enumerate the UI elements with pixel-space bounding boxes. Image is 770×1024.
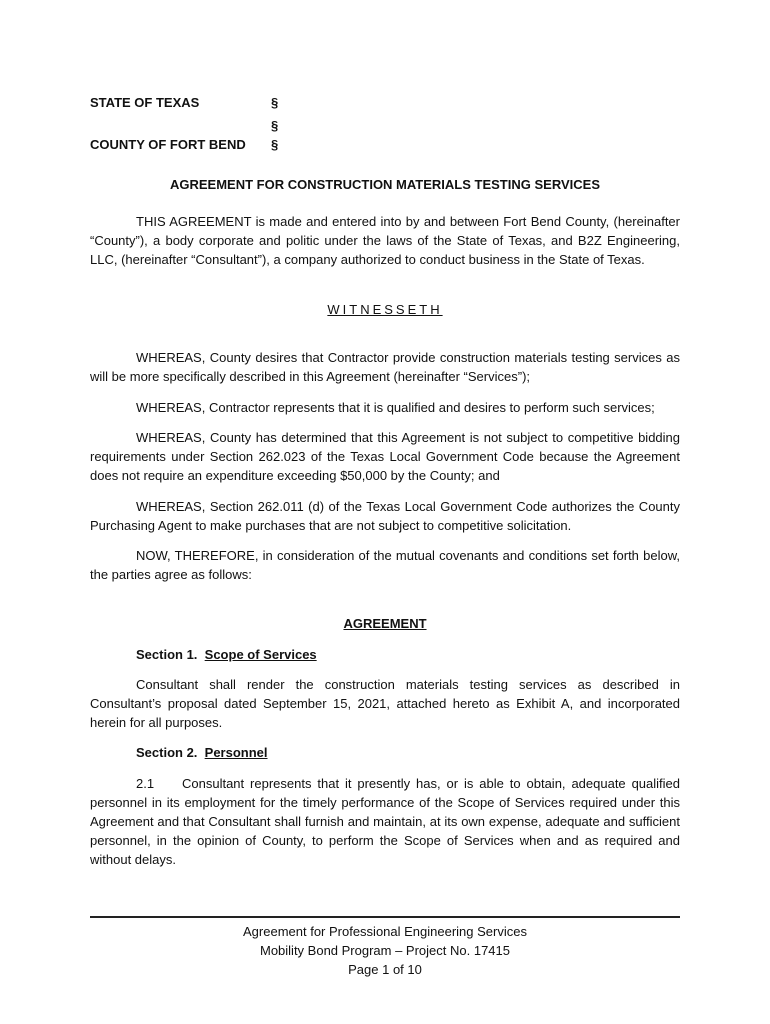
footer-rule xyxy=(90,916,680,918)
section-1-text: Consultant shall render the construction materials testing services as described in Consultant’s proposal dated September 15, 2021, attached hereto as Exhibit A, and incorporated herein for all purposes. xyxy=(90,677,680,730)
whereas-paragraph: WHEREAS, County desires that Contractor provide construction materials testing services as will be more specifically described in this Agreement (hereinafter “Services”); xyxy=(90,350,680,384)
section-2-heading xyxy=(136,743,268,762)
section-2-prefix: Section 2. xyxy=(136,745,198,760)
section-1-heading xyxy=(136,645,317,664)
county-label: COUNTY OF FORT BEND xyxy=(90,137,246,152)
section-symbol: § xyxy=(271,137,279,152)
now-therefore-paragraph: NOW, THEREFORE, in consideration of the mutual covenants and conditions set forth below, the parties agree as follows: xyxy=(90,548,680,582)
agreement-heading xyxy=(90,614,680,633)
whereas-paragraph: WHEREAS, Section 262.011 (d) of the Texas Local Government Code authorizes the County Purchasing Agent to make purchases that are not subject to competitive solicitation. xyxy=(90,499,680,533)
footer-project: Mobility Bond Program – Project No. 17415 xyxy=(259,943,510,958)
section-1-prefix: Section 1. xyxy=(136,647,198,662)
whereas-paragraph: WHEREAS, County has determined that this Agreement is not subject to competitive bidding requirements under Section 262.023 of the Texas Local Government Code because the Agreement does not require an expenditure exceeding $50,000 by the County; and xyxy=(90,430,680,483)
intro-paragraph: THIS AGREEMENT is made and entered into by and between Fort Bend County, (hereinafter “County”), a body corporate and politic under the laws of the State of Texas, and B2Z Engineering, LLC, (hereinafter “Consultant”), a company authorized to conduct business in the State of Texas. xyxy=(90,214,680,267)
document-page xyxy=(90,0,680,1024)
whereas-paragraph: WHEREAS, Contractor represents that it is qualified and desires to perform such services; xyxy=(136,400,655,415)
section-1-title: Scope of Services xyxy=(204,647,317,662)
witnesseth-text: WITNESSETH xyxy=(327,302,443,317)
footer-title: Agreement for Professional Engineering Services xyxy=(243,924,527,939)
section-symbol: § xyxy=(271,95,279,110)
item-text: Consultant represents that it presently has, or is able to obtain, adequate qualified personnel in its employment for the timely performance of the Scope of Services required under this Agreement and that Consultant shall furnish and maintain, at its own expense, adequate and sufficient personnel, in the opinion of County, to perform the Scope of Services when and as required and without delays. xyxy=(90,776,680,867)
section-2-1-paragraph xyxy=(90,774,680,869)
section-symbol: § xyxy=(271,118,279,133)
state-label: STATE OF TEXAS xyxy=(90,95,200,110)
witnesseth-heading xyxy=(90,300,680,319)
footer-page-number: Page 1 of 10 xyxy=(348,962,422,977)
agreement-heading-text: AGREEMENT xyxy=(343,616,427,631)
item-number: 2.1 xyxy=(136,776,155,791)
section-2-title: Personnel xyxy=(204,745,268,760)
document-title: AGREEMENT FOR CONSTRUCTION MATERIALS TESTING SERVICES xyxy=(170,177,600,192)
